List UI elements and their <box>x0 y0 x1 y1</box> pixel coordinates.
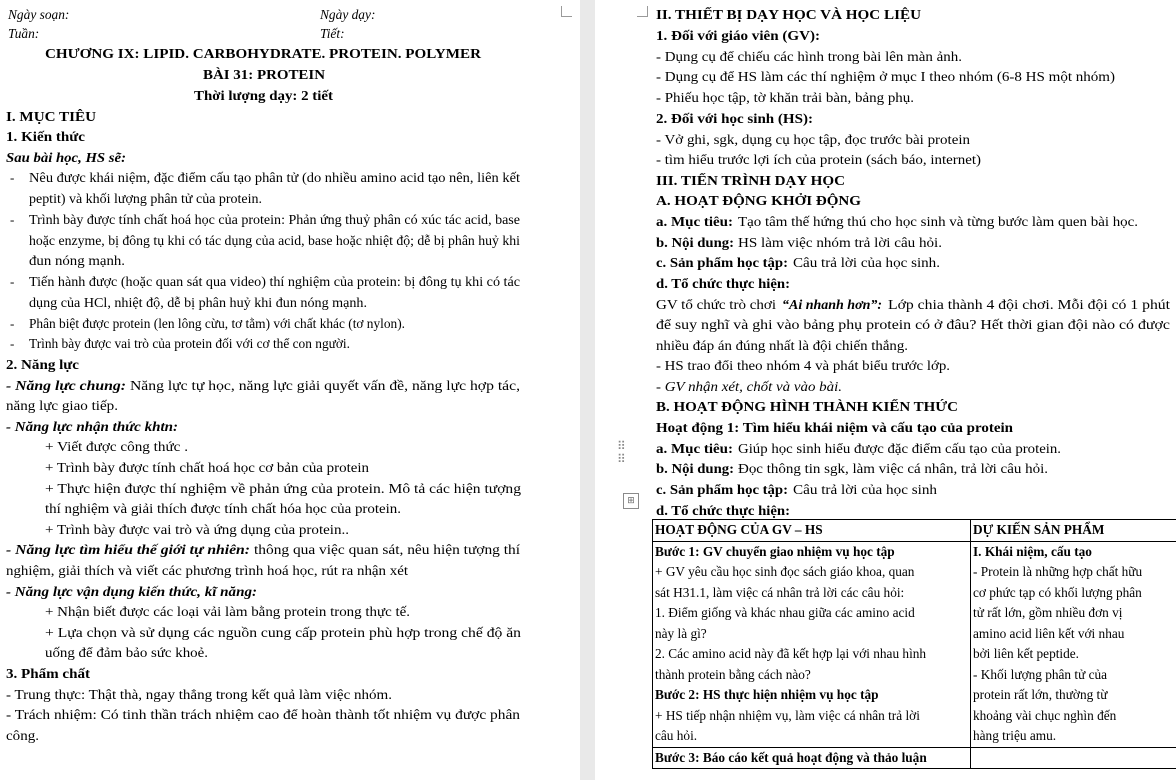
text-line: - Năng lực tìm hiểu thế giới tự nhiên: <box>6 542 250 557</box>
text-line: Trình bày được tính chất hoá học của protein: Phản ứng thuỷ phân có xúc tác acid, base <box>29 212 520 227</box>
margin-corner-top-right <box>561 6 572 17</box>
table-cell-activity[interactable]: Bước 3: Báo cáo kết quả hoạt động và thảo luận <box>653 747 971 769</box>
text-line: - Trách nhiệm: Có tinh thần trách nhiệm cao để hoàn thành tốt nhiệm vụ được phân <box>6 707 520 722</box>
text-line: III. TIẾN TRÌNH DẠY HỌC <box>656 173 845 188</box>
table-header-row <box>653 520 1176 542</box>
text-line: năng lực giao tiếp. <box>6 398 118 413</box>
table-cell-product[interactable] <box>971 541 1176 747</box>
table-cell-line: I. Khái niệm, cấu tạo <box>973 543 1092 559</box>
text-line: + Nhận biết được các loại vải làm bằng protein trong thực tế. <box>45 604 410 619</box>
text-line: Trình bày được vai trò của protein đối với cơ thể con người. <box>29 336 350 351</box>
text-line: + Thực hiện được thí nghiệm về phản ứng của protein. Mô tả các hiện tượng <box>45 481 521 496</box>
text-line: CHƯƠNG IX: LIPID. CARBOHYDRATE. PROTEIN. POLYMER <box>45 46 481 61</box>
text-line: Ngày dạy: <box>320 7 376 22</box>
text-line: 2. Năng lực <box>6 357 79 372</box>
text-line: - Dụng cụ để chiếu các hình trong bài lên màn ảnh. <box>656 49 962 64</box>
text-line: “Ai nhanh hơn”: <box>782 297 882 312</box>
text-line: thí nghiệm và giải thích được tính chất hóa học của protein. <box>45 501 401 516</box>
text-line: Giúp học sinh hiểu được đặc điểm cấu tạo của protein. <box>738 441 1061 456</box>
text-line: Câu trả lời của học sinh <box>793 482 937 497</box>
text-line: BÀI 31: PROTEIN <box>203 67 325 82</box>
text-line: Hoạt động 1: Tìm hiểu khái niệm và cấu tạo của protein <box>656 420 1013 435</box>
text-line: + Trình bày được vai trò và ứng dụng của protein.. <box>45 522 349 537</box>
text-line: I. MỤC TIÊU <box>6 109 96 124</box>
bullet-dash: - <box>10 212 15 227</box>
text-line: Thời lượng dạy: 2 tiết <box>194 88 333 103</box>
text-line: đun nóng mạnh. <box>29 253 125 268</box>
table-row <box>653 541 1176 747</box>
text-line: d. Tổ chức thực hiện: <box>656 503 790 518</box>
table-cell-line: + GV yêu cầu học sinh đọc sách giáo khoa, quan <box>655 564 915 579</box>
text-line: b. Nội dung: <box>656 235 734 250</box>
page-gap <box>580 0 595 780</box>
table-cell-line: hàng triệu amu. <box>973 728 1057 743</box>
text-line: c. Sản phẩm học tập: <box>656 482 788 497</box>
text-line: Nêu được khái niệm, đặc điểm cấu tạo phân tử (do nhiều amino acid tạo nên, liên kết <box>29 170 520 185</box>
text-line: - Trung thực: Thật thà, ngay thẳng trong kết quả làm việc nhóm. <box>6 687 392 702</box>
table-header-cell[interactable]: DỰ KIẾN SẢN PHẨM <box>971 520 1176 542</box>
text-line: Năng lực tự học, năng lực giải quyết vấn đề, năng lực hợp tác, <box>130 378 520 393</box>
table-cell-line: cơ phức tạp có khối lượng phân <box>973 584 1142 600</box>
bullet-dash: - <box>10 274 15 289</box>
table-handle-icon[interactable]: ⊞ <box>623 493 639 509</box>
text-line: Câu trả lời của học sinh. <box>793 255 940 270</box>
table-cell-line: khoảng vài chục nghìn đến <box>973 707 1117 723</box>
text-line: - Vở ghi, sgk, dụng cụ học tập, đọc trước bài protein <box>656 132 970 147</box>
move-handle-icon[interactable]: ⠿ <box>617 452 626 466</box>
text-line: Tuần: <box>8 26 40 41</box>
table-cell-line: + HS tiếp nhận nhiệm vụ, làm việc cá nhân trả lời <box>655 707 920 723</box>
text-line: - Phiếu học tập, tờ khăn trải bàn, bảng phụ. <box>656 90 914 105</box>
text-line: Tiết: <box>320 26 345 41</box>
text-line: - Dụng cụ để HS làm các thí nghiệm ở mục I theo nhóm (6-8 HS một nhóm) <box>656 69 1115 84</box>
text-line: nhiều đáp án đúng nhất là đội chiến thắng. <box>656 338 908 353</box>
table-cell-line: protein rất lớn, thường từ <box>973 687 1108 702</box>
text-line: HS làm việc nhóm trả lời câu hỏi. <box>738 235 942 250</box>
text-line: II. THIẾT BỊ DẠY HỌC VÀ HỌC LIỆU <box>656 7 921 22</box>
text-line: Tạo tâm thế hứng thú cho học sinh và từng bước làm quen bài học. <box>738 214 1138 229</box>
text-line: + Viết được công thức . <box>45 439 188 454</box>
text-line: a. Mục tiêu: <box>656 214 733 229</box>
bullet-dash: - <box>10 316 15 331</box>
table-cell-line: bởi liên kết peptide. <box>973 646 1079 661</box>
text-line: thông qua việc quan sát, nêu hiện tượng thí <box>254 542 520 557</box>
table-cell-line: - Protein là những hợp chất hữu <box>973 564 1143 579</box>
text-line: để suy nghĩ và ghi vào bảng phụ protein có ở đâu? Hết thời gian đội nào có được <box>656 317 1170 332</box>
table-cell-line: amino acid liên kết với nhau <box>973 625 1125 641</box>
text-line: 3. Phẩm chất <box>6 666 90 681</box>
text-line: Ngày soạn: <box>8 7 70 22</box>
text-line: B. HOẠT ĐỘNG HÌNH THÀNH KIẾN THỨC <box>656 399 958 414</box>
table-cell-line: thành protein bằng cách nào? <box>655 666 811 682</box>
text-line: hoặc enzyme, bị đông tụ khi có tác dụng của acid, base hoặc nhiệt độ; dễ bị phân huỷ khi <box>29 233 520 248</box>
table-cell-line: 2. Các amino acid này đã kết hợp lại với nhau hình <box>655 646 927 661</box>
activity-table <box>652 519 1176 769</box>
table-row <box>653 747 1176 769</box>
text-line: dụng của HCl, nhiệt độ, dễ bị phân huỷ khi đun nóng mạnh. <box>29 295 367 310</box>
text-line: GV tổ chức trò chơi <box>656 297 776 312</box>
text-line: Sau bài học, HS sẽ: <box>6 150 126 165</box>
table-cell-line: Bước 2: HS thực hiện nhiệm vụ học tập <box>655 687 879 702</box>
text-line: 1. Đối với giáo viên (GV): <box>656 28 820 43</box>
text-line: 1. Kiến thức <box>6 129 85 144</box>
text-line: b. Nội dung: <box>656 461 734 476</box>
text-line: - tìm hiểu trước lợi ích của protein (sách báo, internet) <box>656 152 981 167</box>
margin-corner-top-left <box>637 6 648 17</box>
text-line: + Lựa chọn và sử dụng các nguồn cung cấp protein phù hợp trong chế độ ăn <box>45 625 521 640</box>
table-cell-line: 1. Điểm giống và khác nhau giữa các amino acid <box>655 605 915 620</box>
text-line: - Năng lực chung: <box>6 378 126 393</box>
text-line: - Năng lực nhận thức khtn: <box>6 419 178 434</box>
table-cell-activity[interactable] <box>653 541 971 747</box>
text-line: Lớp chia thành 4 đội chơi. Mỗi đội có 1 phút <box>888 297 1170 312</box>
text-line: Đọc thông tin sgk, làm việc cá nhân, trả lời câu hỏi. <box>738 461 1048 476</box>
table-cell-line: sát H31.1, làm việc cá nhân trả lời các câu hỏi: <box>655 584 905 600</box>
bullet-dash: - <box>10 170 15 185</box>
text-line: c. Sản phẩm học tập: <box>656 255 788 270</box>
table-cell-line: này là gì? <box>655 625 707 641</box>
text-line: - HS trao đổi theo nhóm 4 và phát biểu trước lớp. <box>656 358 950 373</box>
text-line: A. HOẠT ĐỘNG KHỞI ĐỘNG <box>656 193 861 208</box>
bullet-dash: - <box>10 336 15 351</box>
text-line: d. Tổ chức thực hiện: <box>656 276 790 291</box>
table-cell-line: câu hỏi. <box>655 728 698 743</box>
text-line: Tiến hành được (hoặc quan sát qua video) thí nghiệm của protein: bị đông tụ khi có tác <box>29 274 520 289</box>
table-cell-line: - Khối lượng phân tử của <box>973 666 1108 682</box>
text-line: a. Mục tiêu: <box>656 441 733 456</box>
move-handle-icon[interactable]: ⠿ <box>617 439 626 453</box>
table-header-cell[interactable]: HOẠT ĐỘNG CỦA GV – HS <box>653 520 971 542</box>
text-line: - Năng lực vận dụng kiến thức, kĩ năng: <box>6 584 257 599</box>
text-line: công. <box>6 728 39 743</box>
text-line: 2. Đối với học sinh (HS): <box>656 111 813 126</box>
text-line: uống để đảm bảo sức khoẻ. <box>45 645 208 660</box>
table-cell-line: tử rất lớn, gồm nhiều đơn vị <box>973 605 1123 620</box>
table-cell-line: Bước 1: GV chuyển giao nhiệm vụ học tập <box>655 543 895 559</box>
table-cell-product[interactable] <box>971 747 1176 769</box>
text-line: Phân biệt được protein (len lông cừu, tơ tằm) với chất khác (tơ nylon). <box>29 316 405 331</box>
text-line: peptit) và khối lượng phân tử của protein. <box>29 191 262 206</box>
text-line: + Trình bày được tính chất hoá học cơ bản của protein <box>45 460 369 475</box>
text-line: nghiệm, giải thích và viết các phương trình hoá học, rút ra nhận xét <box>6 563 408 578</box>
text-line: - GV nhận xét, chốt và vào bài. <box>656 379 842 394</box>
